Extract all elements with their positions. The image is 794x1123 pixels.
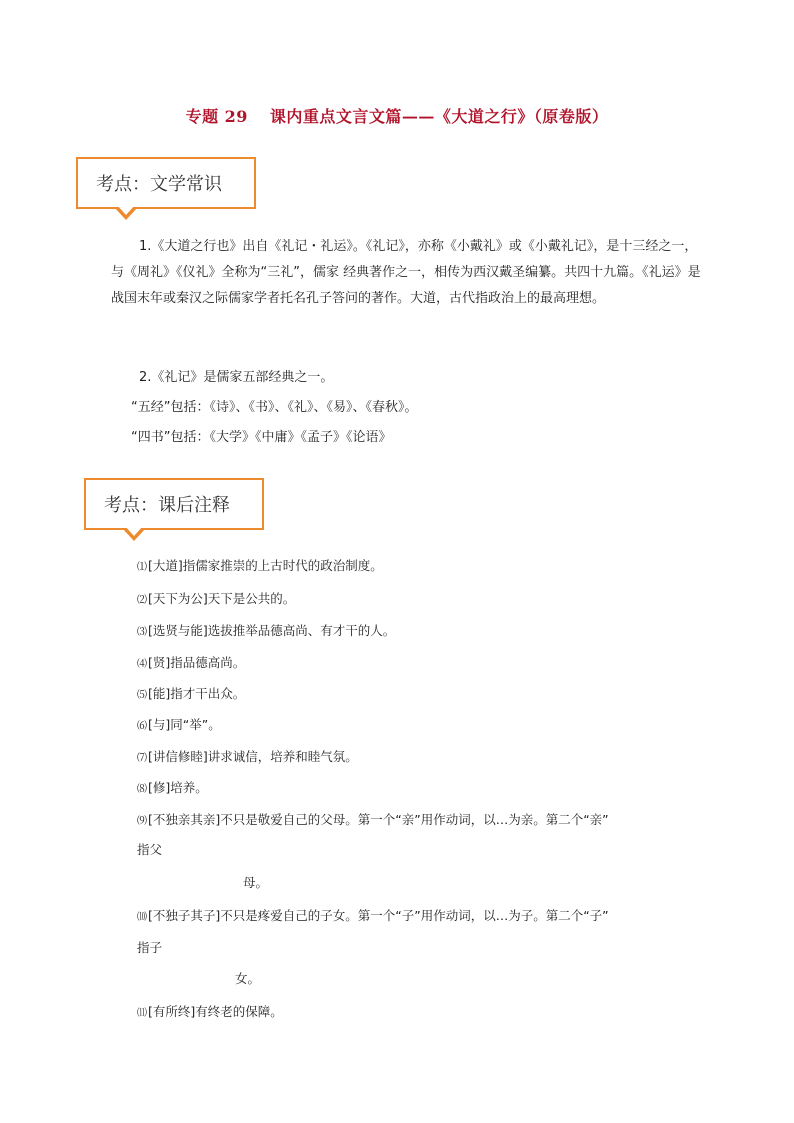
section-callout-literary [76,157,256,209]
note-marker: ⑸ [137,690,147,701]
section-label: 考点：文学常识 [96,174,222,195]
note-item [137,621,395,643]
note-text: [能]指才干出众。 [148,686,246,701]
note-text: [选贤与能]选拔推举品德高尚、有才干的人。 [148,623,396,638]
page-title [0,104,794,127]
note-marker: ⑼ [137,816,147,827]
note-marker: ⑻ [137,784,147,795]
note-text: [大道]指儒家推崇的上古时代的政治制度。 [148,558,383,573]
note-text: [有所终]有终老的保障。 [148,1004,283,1019]
note-item [137,1002,283,1024]
note-text: [不独子其子]不只是疼爱自己的子女。第一个“子”用作动词，以…为子。第二个“子” [148,908,609,923]
note-item [137,906,609,928]
note-text: [贤]指品德高尚。 [148,655,246,670]
note-continuation: 指子 [137,940,163,955]
note-continuation: 母。 [243,875,269,890]
note-marker: ⑶ [137,627,147,638]
note-marker: ⑵ [137,595,147,606]
note-item [137,556,383,578]
note-item [137,747,358,769]
literary-paragraph-4: “四书”包括：《大学》《中庸》《孟子》《论语》 [131,430,392,445]
literary-paragraph-3: “五经”包括：《诗》、《书》、《礼》、《易》、《春秋》。 [131,400,418,415]
literary-paragraph-2: 2.《礼记》是儒家五部经典之一。 [139,370,334,385]
title-text: 课内重点文言文篇——《大道之行》（原卷版） [269,107,609,126]
note-text: [天下为公]天下是公共的。 [148,591,296,606]
note-item [137,810,609,832]
note-text: [不独亲其亲]不只是敬爱自己的父母。第一个“亲”用作动词，以…为亲。第二个“亲” [148,812,609,827]
section-callout-notes [84,478,264,530]
note-marker: ⑽ [137,912,147,923]
note-continuation: 女。 [235,971,261,986]
note-marker: ⑴ [137,562,147,573]
note-text: [讲信修睦]讲求诚信，培养和睦气氛。 [148,749,358,764]
note-continuation: 指父 [137,842,163,857]
note-marker: ⑷ [137,659,147,670]
note-item [137,684,245,706]
literary-paragraph-1: 1.《大道之行也》出自《礼记・礼运》。《礼记》，亦称《小戴礼》或《小戴礼记》，是十三经之一，与《周礼》《仪礼》全称为“三礼”，儒家 经典著作之一，相传为西汉戴圣编纂。共四十九篇。《礼运》是战国末年或秦汉之际儒家学者托名孔子答问的著作。大道，古代指政治上的最高理想。 [111,239,701,306]
callout-tail-icon [122,528,146,541]
note-marker: ⑺ [137,753,147,764]
note-text: [与]同“举”。 [148,717,221,732]
note-marker: ⑹ [137,721,147,732]
note-text: [修]培养。 [148,780,208,795]
section-label: 考点：课后注释 [104,495,230,516]
note-item [137,653,245,675]
callout-tail-icon [114,207,138,220]
note-item [137,589,295,611]
topic-number: 专题 29 [185,107,248,126]
note-item [137,778,208,800]
note-marker: ⑾ [137,1008,147,1019]
note-item [137,715,221,737]
